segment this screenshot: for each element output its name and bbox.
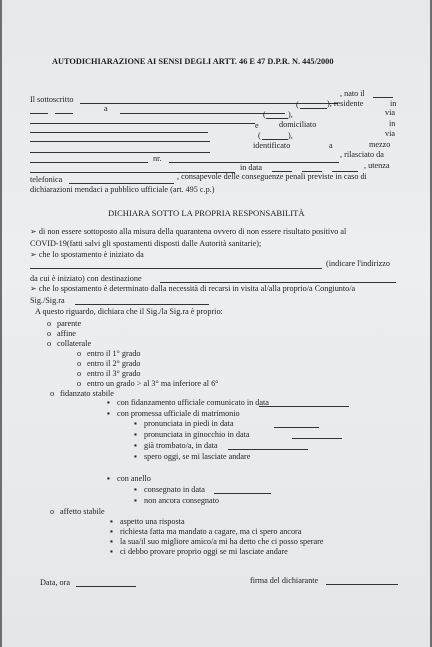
item-label: spero oggi, se mi lasciate andare xyxy=(144,452,251,461)
item-label: entro un grado > al 3° ma inferiore al 6° xyxy=(87,379,219,388)
circle-bullet-icon: o xyxy=(77,359,82,368)
item-affetto[interactable] xyxy=(50,507,105,517)
item-label: aspetto una risposta xyxy=(120,517,185,526)
item-anello[interactable] xyxy=(107,474,151,484)
item-label: entro il 3° grado xyxy=(87,369,141,378)
item-label: la sua/il suo migliore amico/a mi ha detto che ci posso sperare xyxy=(120,537,324,546)
square-bullet-icon: ▪ xyxy=(134,452,137,461)
field-phone[interactable] xyxy=(69,183,174,184)
item-fid-ufficiale[interactable] xyxy=(107,398,269,408)
label-paren-open-1: ( xyxy=(296,100,299,109)
statement-destination: da cui è iniziato) con destinazione xyxy=(30,274,142,283)
square-bullet-icon: ▪ xyxy=(134,485,137,494)
field-province-2[interactable] xyxy=(266,118,288,119)
field-via-domicile[interactable] xyxy=(30,152,210,153)
label-nr: nr. xyxy=(153,154,162,163)
square-bullet-icon: ▪ xyxy=(110,527,113,536)
square-bullet-icon: ▪ xyxy=(110,517,113,526)
statement-origin xyxy=(30,250,144,260)
item-anello-non-consegnato[interactable] xyxy=(134,496,219,506)
circle-bullet-icon: o xyxy=(77,369,82,378)
field-province-3[interactable] xyxy=(262,139,288,140)
arrow-icon: ➢ xyxy=(30,250,37,259)
arrow-icon: ➢ xyxy=(30,227,37,236)
item-prom-piedi[interactable] xyxy=(134,419,234,429)
label-telefonica: telefonica xyxy=(30,175,63,184)
field-blank-2[interactable] xyxy=(55,113,73,114)
label-via-2: via xyxy=(385,129,396,138)
square-bullet-icon: ▪ xyxy=(134,496,137,505)
field-blank-1[interactable] xyxy=(30,113,48,114)
item-collaterale[interactable] xyxy=(47,339,91,349)
item-aff-amico[interactable] xyxy=(110,537,324,547)
square-bullet-icon: ▪ xyxy=(134,441,137,450)
item-label: entro il 2° grado xyxy=(87,359,141,368)
field-prom-trombato-date[interactable] xyxy=(228,449,308,450)
label-via-1: via xyxy=(385,108,396,117)
circle-bullet-icon: o xyxy=(47,329,52,338)
statement-quarantine-cont: COVID-19(fatti salvi gli spostamenti disposti dalle Autorità sanitarie); xyxy=(30,239,262,248)
item-label: non ancora consegnato xyxy=(144,496,220,505)
item-parente[interactable] xyxy=(47,319,81,329)
field-domicile[interactable] xyxy=(30,141,210,142)
label-dichiarazioni: dichiarazioni mendaci a pubblico ufficiale (art. 495 c.p.) xyxy=(30,185,215,194)
statement-origin-text: che lo spostamento è iniziato da xyxy=(38,250,144,259)
item-grado-2[interactable] xyxy=(77,359,141,369)
circle-bullet-icon: o xyxy=(50,389,55,398)
label-in-2: in xyxy=(389,119,396,128)
square-bullet-icon: ▪ xyxy=(107,474,110,483)
field-destination[interactable] xyxy=(160,282,396,283)
label-nato-il: , nato il xyxy=(340,89,365,98)
circle-bullet-icon: o xyxy=(77,379,82,388)
item-prom-ginocchio[interactable] xyxy=(134,430,250,440)
item-promessa[interactable] xyxy=(107,409,240,419)
field-relative-name[interactable] xyxy=(75,304,209,305)
label-firma: firma del dichiarante xyxy=(250,576,319,585)
field-birthdate[interactable] xyxy=(373,97,393,98)
document-title: AUTODICHIARAZIONE AI SENSI DEGLI ARTT. 46 E 47 D.P.R. N. 445/2000 xyxy=(52,57,334,66)
field-origin-address[interactable] xyxy=(30,268,322,269)
item-label: consegnato in data xyxy=(144,485,205,494)
label-paren-close-2: ), xyxy=(288,110,293,119)
item-label: ci debbo provare proprio oggi se mi lasciate andare xyxy=(120,547,288,556)
square-bullet-icon: ▪ xyxy=(134,419,137,428)
item-aff-risposta[interactable] xyxy=(110,517,185,527)
label-in-data: in data xyxy=(240,163,263,172)
square-bullet-icon: ▪ xyxy=(134,430,137,439)
square-bullet-icon: ▪ xyxy=(110,537,113,546)
label-a-2: a xyxy=(329,141,333,150)
label-sottoscritto: Il sottoscritto xyxy=(30,95,74,104)
field-residence[interactable] xyxy=(30,123,255,124)
label-utenza: , utenza xyxy=(364,161,390,170)
item-label: affine xyxy=(57,329,76,338)
item-anello-consegnato[interactable] xyxy=(134,485,205,495)
statement-origin-note: (indicare l'indirizzo xyxy=(326,259,390,268)
statement-quarantine xyxy=(30,227,346,237)
item-aff-oggi[interactable] xyxy=(110,547,288,557)
item-label: parente xyxy=(57,319,82,328)
item-label: entro il 1° grado xyxy=(87,349,141,358)
label-mezzo: mezzo xyxy=(369,140,391,149)
label-rilasciato: , rilasciato da xyxy=(340,150,384,159)
item-grado-3[interactable] xyxy=(77,369,141,379)
square-bullet-icon: ▪ xyxy=(110,547,113,556)
label-identificato: identificato xyxy=(253,141,291,150)
field-via-residence[interactable] xyxy=(30,132,208,133)
label-consapevole: , consapevole delle conseguenze penali previste in caso di xyxy=(177,172,367,181)
item-grado-oltre[interactable] xyxy=(77,379,218,389)
circle-bullet-icon: o xyxy=(47,339,52,348)
field-fid-date[interactable] xyxy=(259,406,349,407)
field-prom-piedi-date[interactable] xyxy=(274,427,319,428)
square-bullet-icon: ▪ xyxy=(107,409,110,418)
label-paren-open-3: ( xyxy=(258,131,261,140)
item-label: pronunciata in piedi in data xyxy=(144,419,234,428)
item-label: con promessa ufficiale di matrimonio xyxy=(117,409,240,418)
label-a: a xyxy=(104,104,108,113)
label-data-ora: Data, ora xyxy=(40,578,71,587)
label-paren-open-2: ( xyxy=(263,110,266,119)
item-aff-richiesta[interactable] xyxy=(110,527,301,537)
statement-reason xyxy=(30,284,355,294)
item-fidanzato[interactable] xyxy=(50,389,114,399)
item-grado-1[interactable] xyxy=(77,349,141,359)
label-domiciliato: domiciliato xyxy=(279,120,317,129)
statement-relation: A questo riguardo, dichiara che il Sig./la Sig.ra è proprio: xyxy=(35,307,223,316)
label-paren-close-3: ), xyxy=(288,131,293,140)
arrow-icon: ➢ xyxy=(30,284,37,293)
statement-reason-text: che lo spostamento è determinato dalla necessità di recarsi in visita al/alla proprio/a Congiunto/a xyxy=(38,284,356,293)
item-prom-trombato[interactable] xyxy=(134,441,218,451)
item-prom-spero[interactable] xyxy=(134,452,250,462)
circle-bullet-icon: o xyxy=(77,349,82,358)
item-label: con fidanzamento ufficiale comunicato in data xyxy=(117,398,269,407)
item-label: affetto stabile xyxy=(60,507,105,516)
item-label: collaterale xyxy=(57,339,92,348)
circle-bullet-icon: o xyxy=(50,507,55,516)
label-sig: Sig./Sig.ra xyxy=(30,296,65,305)
item-label: pronunciata in ginocchio in data xyxy=(144,430,250,439)
label-residente: ), residente xyxy=(327,99,364,108)
item-label: fidanzato stabile xyxy=(60,389,114,398)
field-name[interactable] xyxy=(80,103,338,104)
circle-bullet-icon: o xyxy=(47,319,52,328)
field-province-1[interactable] xyxy=(300,108,327,109)
item-label: richiesta fatta ma mandato a cagare, ma ci spero ancora xyxy=(120,527,302,536)
square-bullet-icon: ▪ xyxy=(107,398,110,407)
field-firma[interactable] xyxy=(326,584,398,585)
label-in-1: in xyxy=(390,99,397,108)
statement-quarantine-text: di non essere sottoposto alla misura della quarantena ovvero di non essere risultato positivo al xyxy=(38,227,347,236)
field-prom-ginocchio-date[interactable] xyxy=(292,438,342,439)
field-document-type[interactable] xyxy=(30,162,148,163)
field-birthplace[interactable] xyxy=(120,113,285,114)
document-sheet xyxy=(2,0,430,647)
field-data-ora[interactable] xyxy=(76,586,136,587)
heading-dichiara: DICHIARA SOTTO LA PROPRIA RESPONSABILITÀ xyxy=(108,208,305,218)
item-affine[interactable] xyxy=(47,329,76,339)
item-label: con anello xyxy=(117,474,151,483)
label-e: e xyxy=(255,121,259,130)
item-label: già trombato/a, in data xyxy=(144,441,218,450)
field-anello-date[interactable] xyxy=(214,493,271,494)
